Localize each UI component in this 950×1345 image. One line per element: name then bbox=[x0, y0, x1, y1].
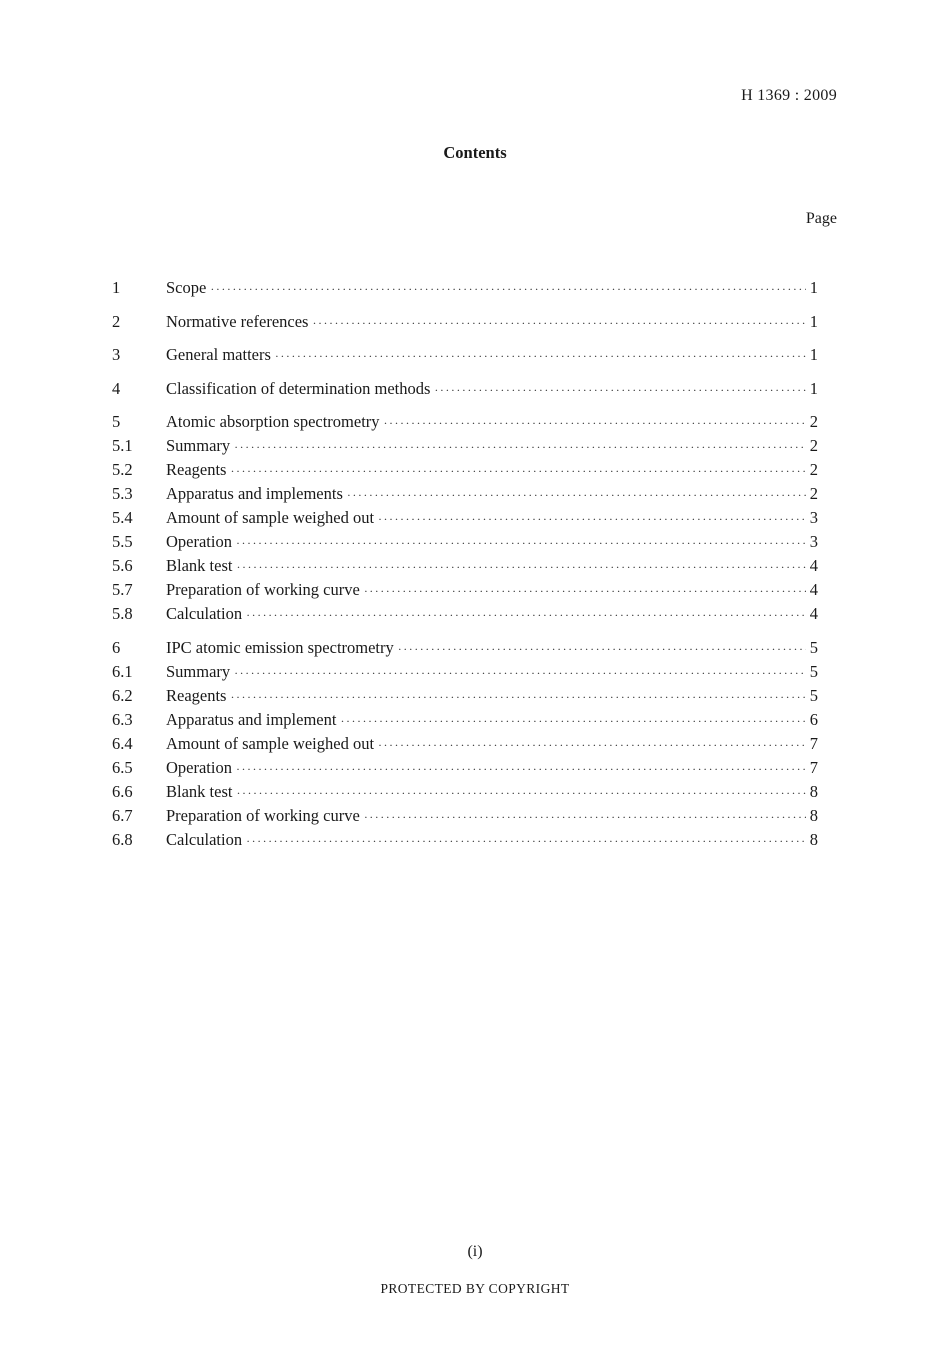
toc-entry-number: 4 bbox=[112, 378, 121, 398]
toc-entry-title: Scope bbox=[166, 278, 207, 297]
toc-entry[interactable] bbox=[112, 434, 818, 458]
toc-entry-number: 5.5 bbox=[112, 532, 133, 551]
toc-entry-title: Preparation of working curve bbox=[166, 580, 360, 599]
toc-entry-page: 7 bbox=[809, 757, 818, 777]
toc-entry-page: 5 bbox=[809, 685, 818, 705]
toc-entry-number: 5.7 bbox=[112, 580, 133, 599]
toc-entry-page: 8 bbox=[809, 829, 818, 849]
toc-entry-page: 1 bbox=[809, 345, 818, 364]
dot-leader bbox=[246, 829, 806, 853]
toc-entry-number: 5.8 bbox=[112, 604, 133, 623]
toc-entry-title: Summary bbox=[166, 661, 231, 681]
toc-entry[interactable] bbox=[112, 554, 818, 578]
toc-entry-title: Reagents bbox=[166, 460, 227, 479]
toc-entry-number: 2 bbox=[112, 311, 121, 331]
toc-entry[interactable] bbox=[112, 804, 818, 828]
toc-entry-number: 5.4 bbox=[112, 508, 133, 527]
dot-leader bbox=[347, 483, 806, 507]
dot-leader bbox=[236, 531, 806, 555]
toc-entry-title: Amount of sample weighed out bbox=[166, 733, 375, 753]
toc-entry-title: Operation bbox=[166, 757, 232, 777]
toc-entry-number: 6 bbox=[112, 637, 121, 657]
toc-entry-page: 2 bbox=[809, 484, 818, 503]
dot-leader bbox=[230, 685, 805, 709]
toc-entry-page: 1 bbox=[809, 311, 818, 331]
dot-leader bbox=[364, 805, 806, 829]
toc-entry-page: 1 bbox=[809, 278, 818, 297]
toc-entry-title: Preparation of working curve bbox=[166, 805, 360, 825]
toc-entry-page: 6 bbox=[809, 709, 818, 729]
toc-entry[interactable] bbox=[112, 684, 818, 708]
toc-entry-title: Atomic absorption spectrometry bbox=[166, 412, 380, 431]
page-title: Contents bbox=[443, 143, 507, 162]
toc-entry-title: Summary bbox=[166, 436, 231, 455]
toc-entry-number: 5.6 bbox=[112, 556, 133, 575]
standard-number: H 1369 : 2009 bbox=[741, 87, 837, 104]
dot-leader bbox=[246, 603, 806, 627]
toc-entry[interactable] bbox=[112, 343, 818, 367]
toc-entry-number: 6.5 bbox=[112, 757, 133, 777]
toc-entry-number: 5.3 bbox=[112, 484, 133, 503]
toc-entry-number: 6.2 bbox=[112, 685, 133, 705]
dot-leader bbox=[236, 781, 805, 805]
toc-entry-title: Classification of determination methods bbox=[166, 378, 431, 398]
dot-leader bbox=[398, 637, 806, 661]
dot-leader bbox=[234, 435, 806, 459]
toc-entry[interactable] bbox=[112, 410, 818, 434]
toc-entry-title: Apparatus and implements bbox=[166, 484, 343, 503]
toc-entry-page: 5 bbox=[809, 661, 818, 681]
toc-entry-number: 6.6 bbox=[112, 781, 133, 801]
toc-entry-page: 3 bbox=[809, 508, 818, 527]
dot-leader bbox=[364, 579, 806, 603]
dot-leader bbox=[378, 733, 806, 757]
dot-leader bbox=[236, 555, 805, 579]
toc-entry-number: 1 bbox=[112, 278, 121, 297]
toc-entry[interactable] bbox=[112, 276, 818, 300]
toc-entry-page: 4 bbox=[809, 604, 818, 623]
toc-entry-title: Blank test bbox=[166, 781, 233, 801]
toc-entry[interactable] bbox=[112, 732, 818, 756]
toc-entry[interactable] bbox=[112, 660, 818, 684]
toc-entry-number: 5.1 bbox=[112, 436, 133, 455]
toc-entry[interactable] bbox=[112, 780, 818, 804]
toc-entry[interactable] bbox=[112, 578, 818, 602]
toc-entry[interactable] bbox=[112, 530, 818, 554]
dot-leader bbox=[210, 277, 805, 301]
dot-leader bbox=[378, 507, 806, 531]
toc-entry-number: 6.1 bbox=[112, 661, 133, 681]
toc-entry-title: Amount of sample weighed out bbox=[166, 508, 375, 527]
toc-entry-number: 6.7 bbox=[112, 805, 133, 825]
page-folio: (i) bbox=[467, 1243, 483, 1260]
dot-leader bbox=[312, 311, 805, 335]
dot-leader bbox=[275, 344, 806, 368]
dot-leader bbox=[434, 378, 805, 402]
toc-entry-number: 6.8 bbox=[112, 829, 133, 849]
toc-entry-number: 6.4 bbox=[112, 733, 133, 753]
toc-entry-title: Apparatus and implement bbox=[166, 709, 337, 729]
toc-entry[interactable] bbox=[112, 756, 818, 780]
toc-entry-page: 2 bbox=[809, 460, 818, 479]
toc-entry[interactable] bbox=[112, 828, 818, 852]
toc-entry[interactable] bbox=[112, 602, 818, 626]
page-column-heading: Page bbox=[805, 210, 837, 227]
toc-entry-page: 8 bbox=[809, 805, 818, 825]
toc-entry-title: Reagents bbox=[166, 685, 227, 705]
toc-entry-page: 4 bbox=[809, 556, 818, 575]
dot-leader bbox=[384, 411, 806, 435]
toc-entry-number: 6.3 bbox=[112, 709, 133, 729]
dot-leader bbox=[340, 709, 805, 733]
toc-entry-title: Blank test bbox=[166, 556, 233, 575]
dot-leader bbox=[236, 757, 806, 781]
toc-entry[interactable] bbox=[112, 636, 818, 660]
toc-entry-page: 4 bbox=[809, 580, 818, 599]
toc-entry[interactable] bbox=[112, 708, 818, 732]
toc-entry[interactable] bbox=[112, 310, 818, 334]
toc-entry[interactable] bbox=[112, 506, 818, 530]
toc-entry[interactable] bbox=[112, 482, 818, 506]
toc-entry-number: 5.2 bbox=[112, 460, 133, 479]
dot-leader bbox=[230, 459, 805, 483]
toc-entry[interactable] bbox=[112, 458, 818, 482]
toc-entry-page: 3 bbox=[809, 532, 818, 551]
toc-entry-title: General matters bbox=[166, 345, 271, 364]
toc-entry-page: 2 bbox=[809, 436, 818, 455]
toc-entry-title: Normative references bbox=[166, 311, 309, 331]
toc-entry-title: Operation bbox=[166, 532, 232, 551]
toc-entry-page: 7 bbox=[809, 733, 818, 753]
dot-leader bbox=[234, 661, 806, 685]
toc-entry-page: 1 bbox=[809, 378, 818, 398]
toc-entry-page: 5 bbox=[809, 637, 818, 657]
table-of-contents bbox=[112, 276, 818, 852]
copyright-notice: PROTECTED BY COPYRIGHT bbox=[380, 1281, 570, 1296]
toc-entry-title: Calculation bbox=[166, 829, 243, 849]
toc-entry-page: 2 bbox=[809, 412, 818, 431]
toc-entry-number: 3 bbox=[112, 345, 121, 364]
toc-entry-page: 8 bbox=[809, 781, 818, 801]
toc-entry-title: Calculation bbox=[166, 604, 243, 623]
toc-entry-title: IPC atomic emission spectrometry bbox=[166, 637, 394, 657]
toc-entry[interactable] bbox=[112, 377, 818, 401]
toc-entry-number: 5 bbox=[112, 412, 121, 431]
